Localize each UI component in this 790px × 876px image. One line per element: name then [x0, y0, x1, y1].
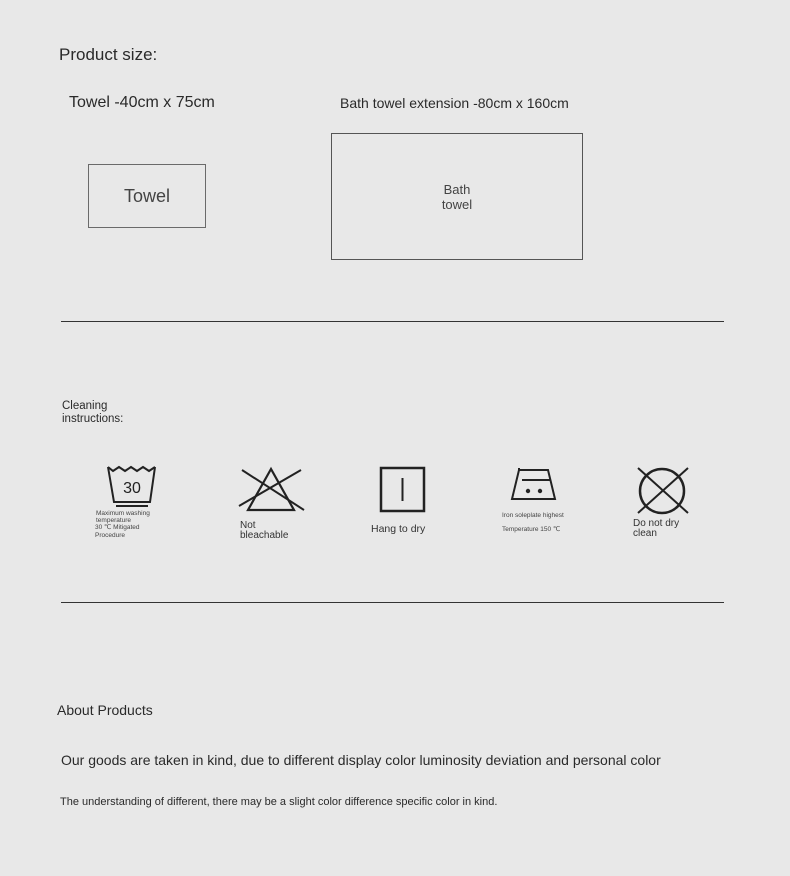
wash-30-icon: [106, 464, 158, 510]
no-bleach-caption-line2: bleachable: [240, 530, 289, 541]
cleaning-heading-line2: instructions:: [62, 413, 124, 425]
bath-towel-size-text: Bath towel extension -80cm x 160cm: [340, 95, 569, 111]
towel-box-label: Towel: [123, 185, 171, 206]
about-text-line2: The understanding of different, there may be a slight color difference specific color in kind.: [60, 796, 498, 808]
no-bleach-icon: [237, 466, 305, 512]
no-dry-clean-caption-line2: clean: [633, 528, 657, 539]
iron-caption-line1: Iron soleplate highest: [502, 512, 564, 519]
towel-diagram-box: [88, 164, 206, 228]
towel-size-text: Towel -40cm x 75cm: [69, 94, 215, 111]
no-bleach-caption: [240, 521, 288, 541]
bath-towel-diagram-box: [331, 133, 583, 260]
about-products-heading: About Products: [57, 702, 153, 718]
cleaning-heading-line1: Cleaning: [62, 400, 108, 412]
no-dry-clean-caption: [633, 519, 679, 539]
section-divider: [61, 321, 724, 322]
hang-dry-caption: Hang to dry: [371, 523, 426, 535]
wash-caption-line4: Procedure: [95, 532, 125, 539]
hang-dry-icon: [379, 466, 427, 514]
wash-caption-procedure: [95, 524, 140, 540]
no-dry-clean-icon: [636, 466, 690, 516]
bath-box-label-line1: Bath: [443, 181, 471, 197]
no-bleach-caption-line1: Not: [240, 520, 256, 531]
wash-caption-line2: temperature: [96, 517, 132, 524]
bath-box-label-line2: towel: [441, 196, 473, 212]
section-divider: [61, 602, 724, 603]
wash-caption-line3: 30 ℃ Mitigated: [95, 524, 140, 531]
wash-caption: [96, 510, 150, 524]
wash-caption-line1: Maximum washing: [96, 510, 150, 517]
about-text-line1: Our goods are taken in kind, due to different display color luminosity deviation and personal color: [61, 752, 661, 768]
no-dry-clean-caption-line1: Do not dry: [633, 518, 680, 529]
iron-caption-line2: Temperature 150 ℃: [502, 526, 561, 533]
wash-temperature-number: 30: [123, 480, 141, 497]
cleaning-instructions-heading: [62, 400, 123, 426]
product-size-heading: Product size:: [59, 45, 158, 64]
iron-icon: [510, 466, 558, 502]
